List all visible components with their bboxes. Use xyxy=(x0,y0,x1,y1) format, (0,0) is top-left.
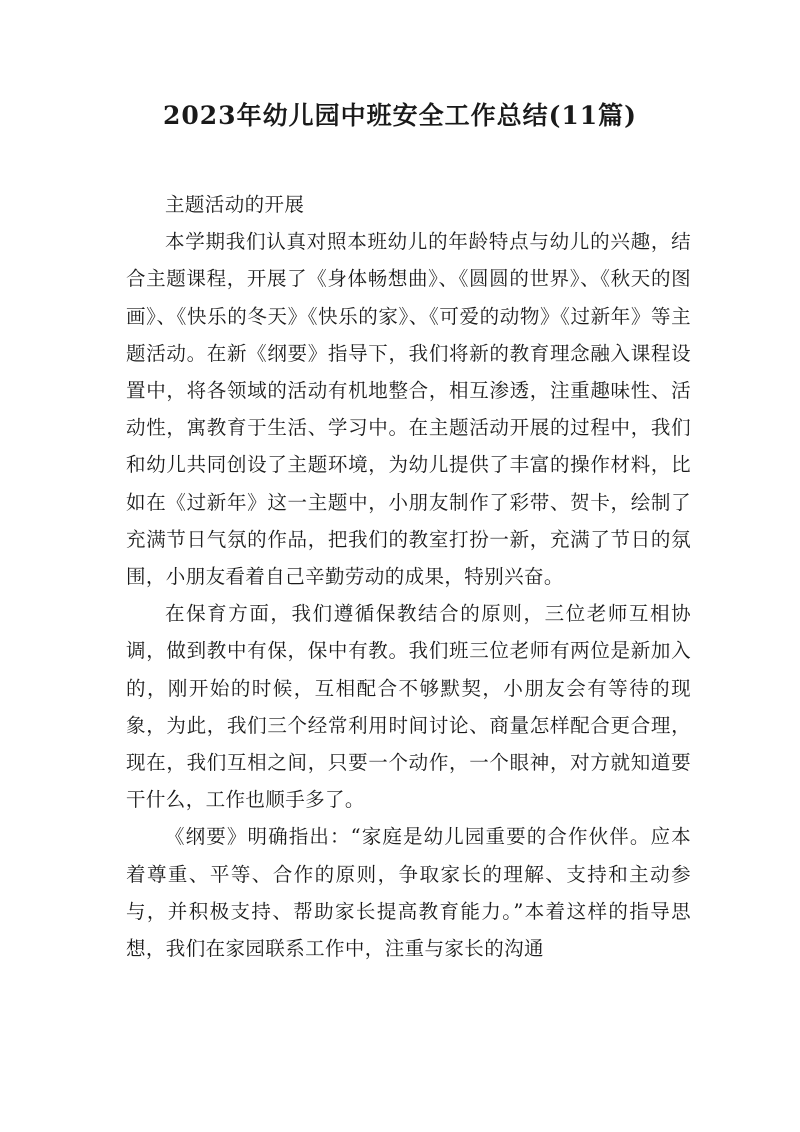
document-body xyxy=(126,186,691,967)
section-heading: 主题活动的开展 xyxy=(165,193,305,216)
paragraph: 在保育方面，我们遵循保教结合的原则，三位老师互相协调，做到教中有保，保中有教。我们班三位老师有两位是新加入的，刚开始的时候，互相配合不够默契，小朋友会有等待的现象，为此，我们三个经常利用时间讨论、商量怎样配合更合理，现在，我们互相之间，只要一个动作，一个眼神，对方就知道要干什么，工作也顺手多了。 xyxy=(126,602,691,812)
paragraph: 本学期我们认真对照本班幼儿的年龄特点与幼儿的兴趣，结合主题课程，开展了《身体畅想曲》、《圆圆的世界》、《秋天的图画》、《快乐的冬天》《快乐的家》、《可爱的动物》《过新年》等主题活动。在新《纲要》指导下，我们将新的教育理念融入课程设置中，将各领域的活动有机地整合，相互渗透，注重趣味性、活动性，寓教育于生活、学习中。在主题活动开展的过程中，我们和幼儿共同创设了主题环境，为幼儿提供了丰富的操作材料，比如在《过新年》这一主题中，小朋友制作了彩带、贺卡，绘制了充满节日气氛的作品，把我们的教室打扮一新，充满了节日的氛围，小朋友看着自己辛勤劳动的成果，特别兴奋。 xyxy=(126,230,691,589)
document-title: 2023年幼儿园中班安全工作总结(11篇) xyxy=(162,101,638,130)
paragraph: 《纲要》明确指出：“家庭是幼儿园重要的合作伙伴。应本着尊重、平等、合作的原则，争取家长的理解、支持和主动参与，并积极支持、帮助家长提高教育能力。”本着这样的指导思想，我们在家园联系工作中，注重与家长的沟通 xyxy=(126,825,691,961)
